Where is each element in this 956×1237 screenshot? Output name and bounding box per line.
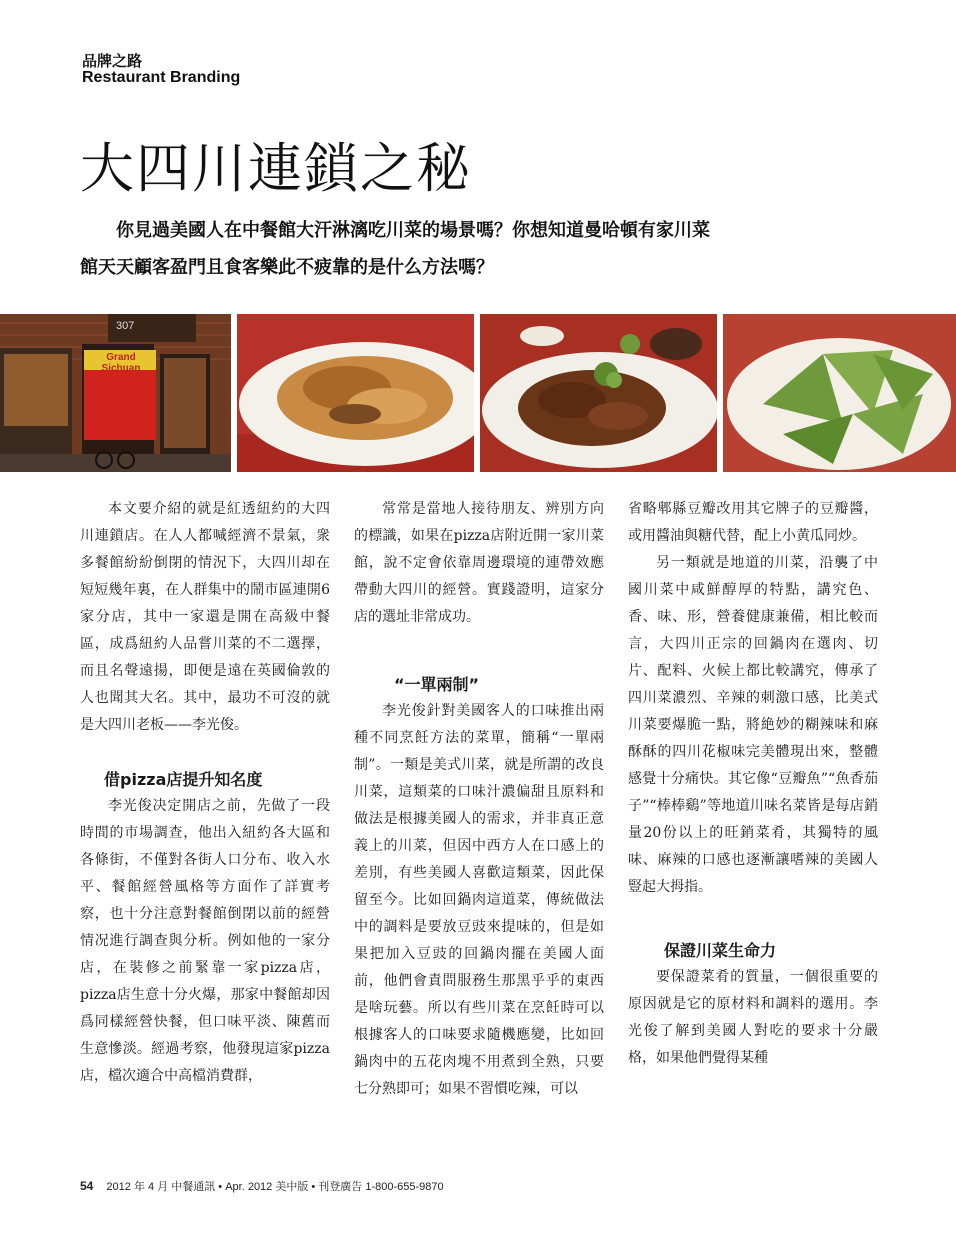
paragraph: 省略郫縣豆瓣改用其它牌子的豆瓣醬，或用醬油與糖代替，配上小黄瓜同炒。	[628, 501, 878, 544]
storefront-photo	[0, 314, 231, 472]
footer-info: 2012 年 4 月 中餐通訊 • Apr. 2012 美中版 • 刊登廣告 1-800-655-9870	[106, 1181, 444, 1193]
page-footer	[80, 1178, 444, 1194]
duck-dish-illustration	[480, 314, 717, 472]
paragraph: 常常是當地人接待朋友、辨別方向的標識，如果在pizza店附近開一家川菜館，說不定會依靠周邊環境的連帶效應帶動大四川的經營。實踐證明，這家分店的選址非常成功。	[354, 501, 604, 625]
paragraph: 李光俊針對美國客人的口味推出兩種不同烹飪方法的菜單，簡稱“一單兩制”。一類是美式川菜，就是所謂的改良川菜，這類菜的口味汁濃偏甜且原料和做法是根據美國人的需求，并非真正意義上的川菜，但因中西方人在口感上的差別，有些美國人喜歡這類菜，因此保留至今。比如回鍋肉這道菜，傳統做法中的調料是要放豆豉來提味的，但是如果把加入豆豉的回鍋肉擺在美國人面前，他們會責問服務生那黑乎乎的東西是啥玩藝。所以有些川菜在烹飪時可以根據客人的口味要求隨機應變，比如回鍋肉中的五花肉塊不用煮到全熟，只要七分熟即可；如果不習慣吃辣，可以	[354, 703, 604, 1097]
paragraph: 另一類就是地道的川菜，沿襲了中國川菜中咸鮮醇厚的特點，講究色、香、味、形，營養健康兼備，相比較而言，大四川正宗的回鍋肉在選肉、切 片、配料、火候上都比較講究，傳承了四川菜濃烈、辛辣的刺激口感，比美式川菜要爆脆一點，將絶妙的糊辣味和麻酥酥的四川花椒味完美體現出來，整體感覺十分痛快。其它像“豆瓣魚”“魚香茄子”“棒棒鷄”等地道川味名菜皆是每店銷量20份以上的旺銷菜肴，其獨特的風味、麻辣的口感也逐漸讓嗜辣的美國人豎起大拇指。	[628, 555, 878, 895]
article-column-2	[354, 496, 604, 1103]
storefront-number: 307	[116, 320, 135, 332]
pancake-dish-illustration	[723, 314, 956, 472]
page-number: 54	[80, 1179, 94, 1193]
dish-photo-noodles	[237, 314, 474, 472]
storefront-sign: Grand Sichuan	[101, 352, 141, 374]
storefront-illustration	[0, 314, 231, 472]
photo-strip	[0, 314, 956, 472]
dish-photo-scallion-pancake	[723, 314, 956, 472]
paragraph: 要保證菜肴的質量，一個很重要的原因就是它的原材料和調料的選用。李光俊了解到美國人對吃的要求十分嚴格，如果他們覺得某種	[628, 969, 878, 1066]
subheading-pizza: 借pizza店提升知名度	[104, 770, 263, 789]
section-kicker-english: Restaurant Branding	[82, 69, 241, 86]
article-column-1	[80, 496, 330, 1090]
paragraph: 李光俊决定開店之前，先做了一段時間的市場調查，他出入紐約各大區和各條街，不僅對各街人口分布、收入水平、餐館經營風格等方面作了詳實考察，也十分注意對餐館倒閉以前的經營情况進行調查與分析。例如他的一家分店，在裝修之前緊靠一家pizza店，pizza店生意十分火爆，那家中餐館却因爲同樣經營快餐，但口味平淡、陳舊而生意慘淡。經過考察，他發現這家pizza店，檔次適合中高檔消費群，	[80, 798, 330, 1084]
paragraph: 本文要介紹的就是紅透紐約的大四川連鎖店。在人人都喊經濟不景氣，衆多餐館紛紛倒閉的情況下，大四川却在短短幾年裏，在人群集中的鬧市區連開6家分店，其中一家還是開在高級中餐區，成爲紐約人品嘗川菜的不二選擇，而且名聲遠揚，即便是遠在英國倫敦的人也聞其大名。其中，最功不可沒的就是大四川老板——李光俊。	[80, 501, 330, 733]
article-column-3	[628, 496, 878, 1072]
article-intro: 你見過美國人在中餐館大汗淋漓吃川菜的場景嗎？你想知道曼哈頓有家川菜館天天顧客盈門且食客樂此不疲靠的是什么方法嗎？	[80, 220, 710, 278]
section-kicker-chinese: 品牌之路	[82, 52, 143, 70]
subheading-vitality: 保證川菜生命力	[664, 941, 777, 960]
subheading-one-menu: “一單兩制”	[394, 675, 480, 694]
article-title: 大四川連鎖之秘	[80, 137, 472, 200]
noodle-dish-illustration	[237, 314, 474, 472]
dish-photo-duck	[480, 314, 717, 472]
